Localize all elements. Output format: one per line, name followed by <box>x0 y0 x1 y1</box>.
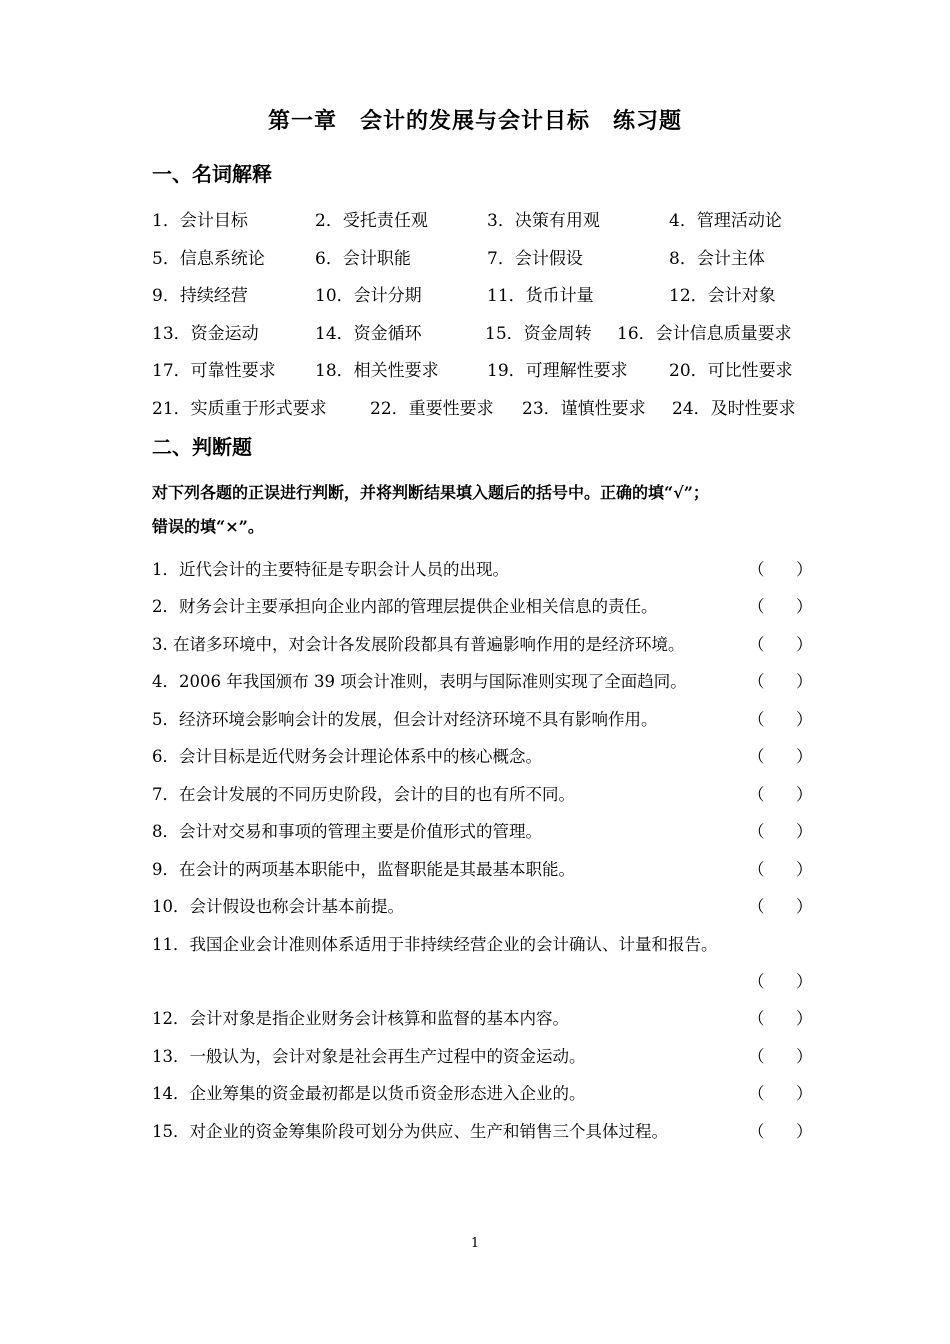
term-item: 17．可靠性要求 <box>152 361 276 381</box>
section-heading-terms: 一、名词解释 <box>152 162 272 186</box>
question-item: 8．会计对交易和事项的管理主要是价值形式的管理。 （ ） <box>152 810 812 848</box>
question-text: 6．会计目标是近代财务会计理论体系中的核心概念。 <box>152 747 542 766</box>
question-item: 11．我国企业会计准则体系适用于非持续经营企业的会计确认、计量和报告。 （ ） <box>152 923 812 998</box>
instruction-line: 对下列各题的正误进行判断，并将判断结果填入题后的括号中。正确的填“√”； <box>152 483 709 502</box>
term-item: 14．资金循环 <box>315 323 422 344</box>
question-item: 1．近代会计的主要特征是专职会计人员的出现。 （ ） <box>152 548 812 586</box>
question-item: 6．会计目标是近代财务会计理论体系中的核心概念。 （ ） <box>152 735 812 773</box>
question-text: 2．财务会计主要承担向企业内部的管理层提供企业相关信息的责任。 <box>152 597 658 616</box>
section-heading-true-false: 二、判断题 <box>152 435 252 459</box>
question-text: 14．企业筹集的资金最初都是以货币资金形态进入企业的。 <box>152 1084 586 1103</box>
term-item: 3．决策有用观 <box>487 211 600 231</box>
question-text: 7．在会计发展的不同历史阶段，会计的目的也有所不同。 <box>152 785 575 804</box>
question-text: 13．一般认为，会计对象是社会再生产过程中的资金运动。 <box>152 1047 586 1066</box>
question-item: 15．对企业的资金筹集阶段可划分为供应、生产和销售三个具体过程。 （ ） <box>152 1110 812 1148</box>
question-text: 3. 在诸多环境中，对会计各发展阶段都具有普遍影响作用的是经济环境。 <box>152 635 685 654</box>
term-item: 1．会计目标 <box>152 211 248 231</box>
term-item: 24．及时性要求 <box>672 398 796 419</box>
question-item: 3. 在诸多环境中，对会计各发展阶段都具有普遍影响作用的是经济环境。 （ ） <box>152 623 812 661</box>
terms-grid <box>152 198 822 423</box>
question-text: 12．会计对象是指企业财务会计核算和监督的基本内容。 <box>152 1009 569 1028</box>
term-item: 6．会计职能 <box>315 248 411 269</box>
term-item: 7．会计假设 <box>487 248 583 269</box>
question-item: 13．一般认为，会计对象是社会再生产过程中的资金运动。 （ ） <box>152 1035 812 1073</box>
term-item: 5．信息系统论 <box>152 248 265 269</box>
term-item: 2．受托责任观 <box>315 211 428 231</box>
terms-row <box>152 348 822 386</box>
question-item: 2．财务会计主要承担向企业内部的管理层提供企业相关信息的责任。 （ ） <box>152 585 812 623</box>
question-text: 11．我国企业会计准则体系适用于非持续经营企业的会计确认、计量和报告。 <box>152 935 718 954</box>
term-item: 8．会计主体 <box>669 248 765 269</box>
terms-row <box>152 311 822 349</box>
question-item: 9．在会计的两项基本职能中，监督职能是其最基本职能。 （ ） <box>152 848 812 886</box>
question-item: 7．在会计发展的不同历史阶段，会计的目的也有所不同。 （ ） <box>152 773 812 811</box>
term-item: 19．可理解性要求 <box>487 361 628 381</box>
question-text: 15．对企业的资金筹集阶段可划分为供应、生产和销售三个具体过程。 <box>152 1122 668 1141</box>
question-item: 12．会计对象是指企业财务会计核算和监督的基本内容。 （ ） <box>152 997 812 1035</box>
page-title: 第一章 会计的发展与会计目标 练习题 <box>267 108 682 134</box>
term-item: 21．实质重于形式要求 <box>152 398 327 419</box>
question-item: 5．经济环境会影响会计的发展，但会计对经济环境不具有影响作用。 （ ） <box>152 698 812 736</box>
question-item: 4．2006 年我国颁布 39 项会计准则，表明与国际准则实现了全面趋同。 （ ） <box>152 660 812 698</box>
instruction-line: 错误的填“×”。 <box>152 517 264 536</box>
term-item: 4．管理活动论 <box>669 211 782 231</box>
question-text: 1．近代会计的主要特征是专职会计人员的出现。 <box>152 560 509 579</box>
term-item: 22．重要性要求 <box>370 398 494 419</box>
term-item: 9．持续经营 <box>152 286 248 306</box>
term-item: 11．货币计量 <box>487 286 594 306</box>
term-item: 15．资金周转 <box>485 323 592 344</box>
question-text: 5．经济环境会影响会计的发展，但会计对经济环境不具有影响作用。 <box>152 710 658 729</box>
question-text: 8．会计对交易和事项的管理主要是价值形式的管理。 <box>152 822 542 841</box>
page-number: 1 <box>470 1236 480 1251</box>
term-item: 18．相关性要求 <box>315 361 439 381</box>
question-text: 10．会计假设也称会计基本前提。 <box>152 897 404 916</box>
question-text: 4．2006 年我国颁布 39 项会计准则，表明与国际准则实现了全面趋同。 <box>152 672 687 691</box>
term-item: 10．会计分期 <box>315 286 422 306</box>
question-item: 10．会计假设也称会计基本前提。 （ ） <box>152 885 812 923</box>
question-item: 14．企业筹集的资金最初都是以货币资金形态进入企业的。 （ ） <box>152 1072 812 1110</box>
question-text: 9．在会计的两项基本职能中，监督职能是其最基本职能。 <box>152 860 575 879</box>
terms-row <box>152 236 822 274</box>
term-item: 23．谨慎性要求 <box>522 398 646 419</box>
terms-row <box>152 273 822 311</box>
terms-row <box>152 386 822 424</box>
terms-row <box>152 198 822 236</box>
term-item: 20．可比性要求 <box>669 361 793 381</box>
term-item: 12．会计对象 <box>669 286 776 306</box>
term-item: 13．资金运动 <box>152 323 259 344</box>
term-item: 16．会计信息质量要求 <box>617 323 792 344</box>
